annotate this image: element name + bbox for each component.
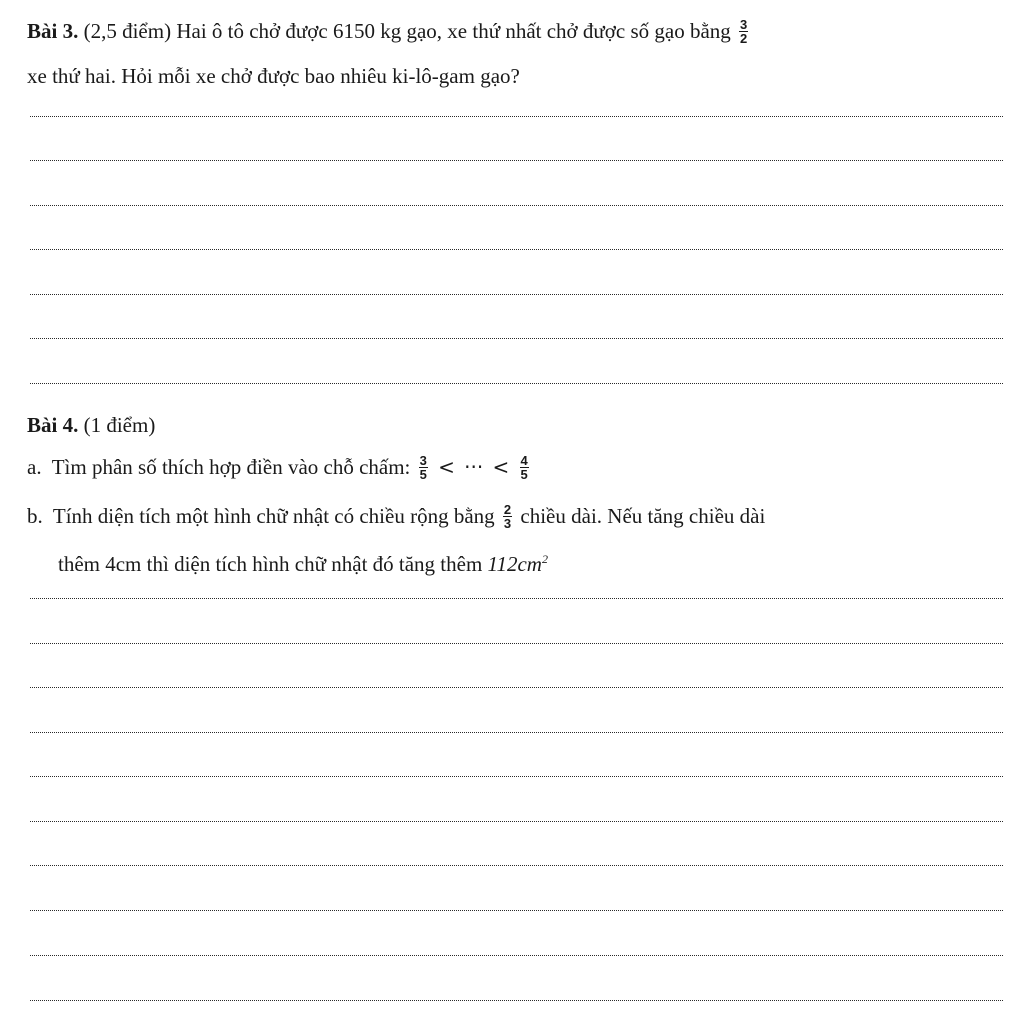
ellipsis-blank: ··· <box>464 455 484 479</box>
bai3-label: Bài 3. <box>27 19 79 43</box>
part-a-left-numerator: 3 <box>419 452 427 468</box>
answer-line[interactable] <box>30 116 1003 117</box>
bai4-points: (1 điểm) <box>83 413 156 437</box>
bai3-line-1 <box>27 18 751 47</box>
answer-line[interactable] <box>30 598 1003 599</box>
part-b-text-before: Tính diện tích một hình chữ nhật có chiều rộng bằng <box>52 504 495 528</box>
area-exponent: 2 <box>541 552 548 566</box>
bai4-part-b-line-1 <box>27 503 765 532</box>
answer-line[interactable] <box>30 821 1003 822</box>
bai3-points: (2,5 điểm) <box>83 19 172 43</box>
bai3-text-2: xe thứ hai. Hỏi mỗi xe chở được bao nhiêu ki-lô-gam gạo? <box>27 64 520 88</box>
answer-line[interactable] <box>30 687 1003 688</box>
bai3-fraction-denominator: 2 <box>740 30 748 46</box>
part-b-text-after: chiều dài. Nếu tăng chiều dài <box>520 504 766 528</box>
part-a-right-denominator: 5 <box>520 466 528 482</box>
part-b-numerator: 2 <box>503 501 512 517</box>
bai4-heading <box>27 412 155 438</box>
bai3-line-2 <box>27 63 520 89</box>
answer-line[interactable] <box>30 643 1003 644</box>
answer-line[interactable] <box>30 1000 1003 1001</box>
part-a-right-numerator: 4 <box>520 452 528 468</box>
part-a-text: Tìm phân số thích hợp điền vào chỗ chấm: <box>51 455 411 479</box>
less-than-symbol: < <box>438 455 455 479</box>
bai4-label: Bài 4. <box>27 413 79 437</box>
bai3-fraction <box>739 18 748 45</box>
answer-line[interactable] <box>30 160 1003 161</box>
part-a-fraction-left <box>419 454 428 481</box>
answer-line[interactable] <box>30 383 1003 384</box>
part-a-fraction-right <box>520 454 529 481</box>
answer-line[interactable] <box>30 294 1003 295</box>
bai4-part-b-line-2 <box>58 546 548 577</box>
answer-line[interactable] <box>30 776 1003 777</box>
answer-line[interactable] <box>30 955 1003 956</box>
bai3-fraction-numerator: 3 <box>740 16 748 32</box>
part-b-fraction <box>503 503 512 530</box>
part-b-denominator: 3 <box>503 515 512 531</box>
area-value <box>488 552 548 576</box>
answer-line[interactable] <box>30 732 1003 733</box>
answer-line[interactable] <box>30 205 1003 206</box>
part-a-marker: a. <box>27 455 42 479</box>
area-value-text: 112cm <box>487 552 542 576</box>
part-a-left-denominator: 5 <box>419 466 427 482</box>
bai3-text-1: Hai ô tô chở được 6150 kg gạo, xe thứ nhất chở được số gạo bằng <box>176 19 731 43</box>
bai4-part-a <box>27 454 532 483</box>
answer-line[interactable] <box>30 910 1003 911</box>
less-than-symbol: < <box>492 455 510 479</box>
answer-line[interactable] <box>30 338 1003 339</box>
answer-line[interactable] <box>30 865 1003 866</box>
part-b-marker: b. <box>27 504 43 528</box>
part-b-line2-text: thêm 4cm thì diện tích hình chữ nhật đó tăng thêm <box>58 552 483 576</box>
answer-line[interactable] <box>30 249 1003 250</box>
